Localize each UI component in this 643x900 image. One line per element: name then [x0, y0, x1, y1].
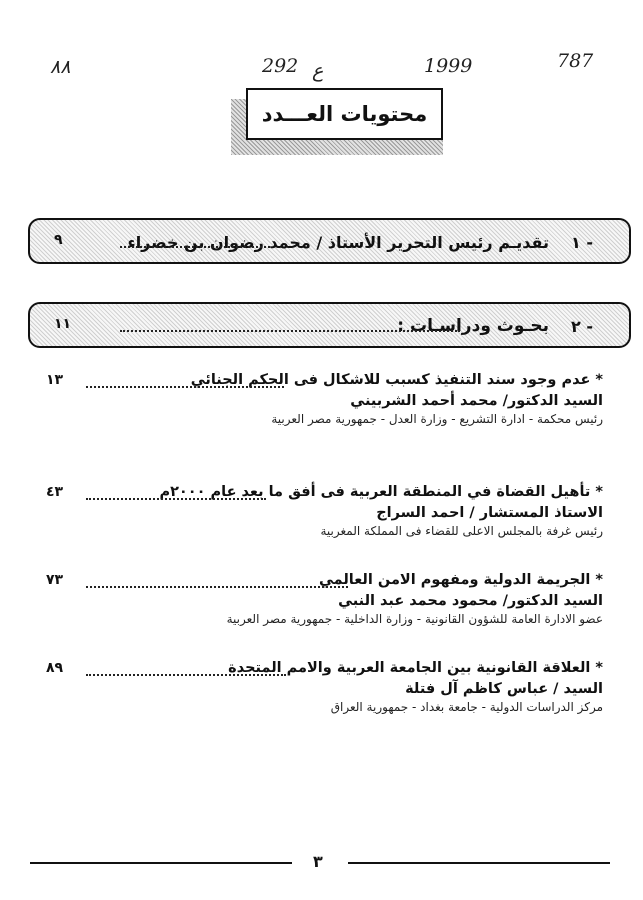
handwritten-note-year: 1999 [424, 55, 473, 77]
handwritten-note-right: 787 [557, 50, 594, 72]
dotted-leader [120, 246, 270, 248]
page-title: محتويات العـــدد [246, 88, 443, 140]
footer-page-number: ٣ [313, 852, 323, 871]
handwritten-note-left: ٨٨ [50, 56, 71, 78]
section-number: ١ - [571, 233, 593, 252]
article-page-number: ٤٣ [46, 484, 64, 500]
dotted-leader [86, 586, 348, 588]
article-page-number: ١٣ [46, 372, 64, 388]
article-author: الاستاذ المستشار / احمد السراج [376, 505, 603, 521]
section-title: بحـوث ودراسـات : [397, 316, 549, 336]
article-author: السيد / عباس كاظم آل فتلة [405, 681, 603, 697]
footer-rule-right [348, 862, 610, 864]
handwritten-note-center-letter: ع [312, 60, 324, 82]
section-page-number: ٩ [54, 232, 63, 248]
section-box-2 [28, 302, 631, 348]
section-title: تقديـم رئيس التحرير الأستاذ / محمد رضوان بن خضراء [127, 233, 549, 252]
section-page-number: ١١ [54, 316, 72, 332]
article-entry [159, 484, 603, 538]
article-entry [227, 572, 603, 626]
article-author: السيد الدكتور/ محمد أحمد الشربيني [350, 393, 603, 409]
section-number: ٢ - [571, 317, 593, 336]
article-title: * الجريمة الدولية ومفهوم الامن العالمي [318, 572, 603, 588]
article-affiliation: رئيس محكمة - ادارة التشريع - وزارة العدل - جمهورية مصر العربية [271, 412, 603, 426]
article-affiliation: عضو الادارة العامة للشؤون القانونية - وزارة الداخلية - جمهورية مصر العربية [226, 612, 603, 626]
article-page-number: ٨٩ [46, 660, 64, 676]
article-entry [191, 372, 603, 426]
handwritten-note-center-number: 292 [262, 55, 299, 77]
article-title: * عدم وجود سند التنفيذ كسبب للاشكال فى الحكم الجنائي [190, 372, 603, 388]
dotted-leader [86, 386, 284, 388]
footer-rule-left [30, 862, 292, 864]
article-affiliation: مركز الدراسات الدولية - جامعة بغداد - جمهورية العراق [330, 700, 603, 714]
article-title: * تأهيل القضاة في المنطقة العربية فى أفق ما بعد عام ٢٠٠٠م [159, 484, 603, 500]
section-box-1 [28, 218, 631, 264]
article-title: * العلاقة القانونية بين الجامعة العربية والامم المتحدة [228, 660, 603, 676]
article-author: السيد الدكتور/ محمود محمد عبد النبي [338, 593, 603, 609]
dotted-leader [86, 498, 266, 500]
dotted-leader [120, 330, 460, 332]
article-page-number: ٧٣ [46, 572, 64, 588]
article-affiliation: رئيس غرفة بالمجلس الاعلى للقضاء فى المملكة المغربية [320, 524, 603, 538]
article-entry [228, 660, 603, 714]
dotted-leader [86, 674, 286, 676]
